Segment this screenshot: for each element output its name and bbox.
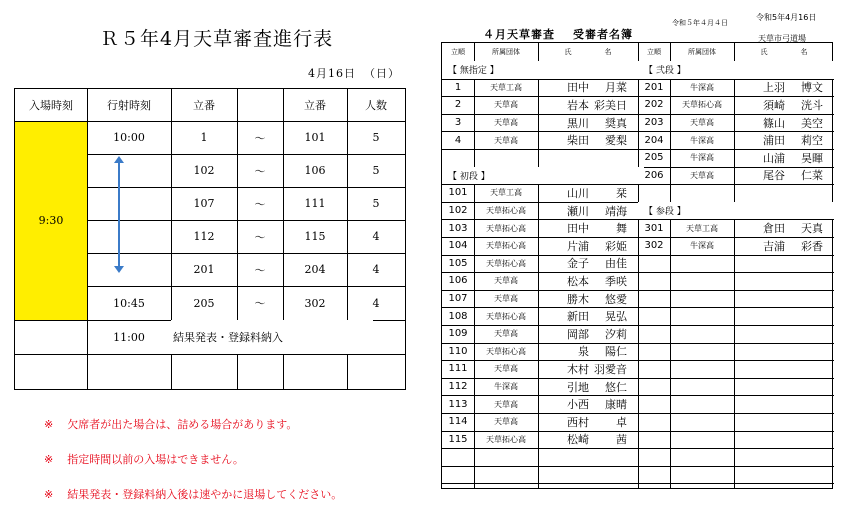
roster-team [670,395,734,413]
roster-given: 美空 [801,116,823,130]
roster-surname: 山浦 [763,151,785,165]
roster-given: 舞 [616,222,627,236]
roster-no [638,325,670,343]
roster-name [538,325,638,343]
final-text: 結果発表・登録料納入 [171,320,373,354]
schedule-from: 107 [193,197,215,210]
roster-name [538,219,638,237]
schedule-sep: ～ [254,230,266,244]
roster-no: 205 [644,152,664,164]
schedule-sep: ～ [254,297,266,310]
roster-given: 栞 [616,186,627,200]
roster-no: 203 [644,117,664,129]
roster-given: 陽仁 [605,345,627,359]
roster-no: 302 [644,240,664,252]
note-mark: ※ [44,453,54,466]
roster-given: 彩香 [801,239,823,253]
schedule-count: 4 [372,263,380,276]
roster-name [734,395,834,413]
roster-team: 天草高 [494,276,518,286]
roster-given: 汐莉 [605,327,627,341]
roster-name [734,255,834,273]
roster-team [670,413,734,431]
roster-header-name-b: 名 [800,48,808,56]
roster-name [538,131,638,149]
schedule-date-weekday: （日） [364,67,400,80]
arrow-head-up [114,156,124,163]
roster-name [734,114,834,132]
roster-team [670,290,734,308]
schedule-to: 101 [304,131,326,144]
roster-team [670,325,734,343]
roster-surname: 浦田 [763,134,785,148]
schedule-header: 行射時刻 [107,99,151,112]
roster-name [734,290,834,308]
roster-header-name-a: 氏 [760,48,768,56]
roster-given: 康晴 [605,398,627,412]
roster-name [538,184,638,202]
roster-name [734,431,834,449]
roster-org: 天草市弓道場 [758,34,806,43]
roster-surname: 松崎 [567,433,589,447]
schedule-header [237,89,283,121]
roster-team [670,307,734,325]
roster-team [670,272,734,290]
roster-surname: 山川 [567,186,589,200]
note-text: 欠席者が出た場合は、詰める場合があります。 [67,418,298,431]
roster-no [638,307,670,325]
roster-name [538,395,638,413]
roster-name [538,96,638,114]
roster-no: 1 [454,81,462,93]
note-line [44,486,342,502]
roster-team: 牛深高 [690,153,714,163]
schedule-to: 302 [304,296,326,310]
schedule-from: 102 [193,164,215,177]
roster-team: 天草工高 [490,188,522,198]
roster-no: 101 [448,187,468,199]
roster-issue-date: 令和５年４月４日 [672,19,728,27]
roster-no: 114 [448,416,468,428]
note-line [44,451,244,467]
roster-team: 天草工高 [686,223,718,233]
arrow-head-down [114,266,124,273]
roster-team: 牛深高 [690,82,714,92]
roster-team: 天草高 [494,329,518,339]
roster-name [538,255,638,273]
roster-surname: 岩本 [567,98,589,112]
roster-no: 206 [644,169,664,181]
roster-no [638,290,670,308]
roster-name [734,272,834,290]
roster-surname: 金子 [567,257,589,271]
schedule-from: 112 [193,230,215,243]
entry-time: 9:30 [38,214,64,227]
roster-name [538,114,638,132]
roster-team [474,149,538,167]
roster-no [442,448,474,466]
schedule-count: 4 [372,296,380,310]
roster-team [670,184,734,202]
roster-team: 天草拓心高 [486,258,526,268]
schedule-to: 106 [304,164,326,177]
roster-surname: 田中 [567,81,589,95]
roster-name [538,413,638,431]
schedule-header: 立番 [304,99,326,112]
roster-team: 天草高 [494,135,518,145]
schedule-time [87,253,171,286]
roster-name [538,360,638,378]
schedule-header: 入場時刻 [29,99,73,112]
roster-name [538,149,638,167]
roster-given: 洸斗 [801,98,823,112]
roster-name [734,184,834,202]
roster-team: 天草高 [690,170,714,180]
roster-given: 茜 [616,433,627,447]
roster-no: 103 [448,222,468,234]
schedule-date [308,65,400,81]
roster-surname: 柴田 [567,134,589,148]
roster-no [638,378,670,396]
roster-no: 105 [448,257,468,269]
roster-no [638,413,670,431]
roster-no [638,360,670,378]
roster-surname: 勝木 [567,292,589,306]
schedule-to: 115 [304,230,326,243]
final-time: 11:00 [113,330,145,344]
roster-team [670,431,734,449]
roster-name [734,413,834,431]
roster-team: 天草高 [494,417,518,427]
roster-no: 2 [454,99,462,111]
roster-no [638,255,670,273]
roster-given: 昊暉 [801,151,823,165]
roster-team: 天草高 [494,364,518,374]
roster-header-no: 立順 [451,48,465,56]
roster-no: 112 [448,381,468,393]
roster-team: 天草高 [494,399,518,409]
schedule-from: 201 [193,263,215,276]
schedule-from: 1 [200,131,208,144]
roster-team: 天草拓心高 [486,223,526,233]
roster-name [734,131,834,149]
roster-given: 由佳 [605,257,627,271]
roster-surname: 松本 [567,274,589,288]
note-mark: ※ [44,488,54,501]
roster-surname: 木村 [567,362,589,376]
roster-team [670,360,734,378]
schedule-time: 10:45 [113,296,145,310]
schedule-count: 5 [372,131,380,144]
roster-team [670,448,734,466]
roster-given: 彩姫 [605,239,627,253]
roster-team: 牛深高 [690,241,714,251]
roster-name [734,237,834,255]
roster-team [670,255,734,273]
roster-no: 201 [644,81,664,93]
roster-name [734,360,834,378]
roster-surname: 西村 [567,415,589,429]
roster-name [734,167,834,185]
roster-team: 天草拓心高 [682,100,722,110]
roster-given: 羽愛音 [594,362,627,376]
roster-surname: 片浦 [567,239,589,253]
roster-team: 天草工高 [490,82,522,92]
note-line [44,416,297,432]
roster-title-sub: 受審者名簿 [573,28,633,41]
schedule-title: Ｒ５年4月天草審査進行表 [100,28,334,50]
roster-name [538,79,638,97]
roster-name [538,272,638,290]
roster-name [538,466,638,484]
roster-header-team: 所属団体 [492,48,520,56]
roster-no: 111 [448,363,468,375]
roster-no [442,149,474,167]
schedule-from: 205 [193,296,215,310]
schedule-date-day: 4月16日 [308,67,356,80]
schedule-header: 立番 [193,99,215,112]
schedule-to: 204 [304,263,326,276]
roster-title [483,26,633,42]
roster-no: 106 [448,275,468,287]
roster-name [734,466,834,484]
roster-table [441,42,833,489]
roster-section: 【 弐段 】 [638,61,840,79]
roster-team [474,448,538,466]
roster-name [734,219,834,237]
roster-title-main: ４月天草審査 [483,28,555,41]
roster-given: 靖海 [605,204,627,218]
roster-no: 202 [644,99,664,111]
roster-name [538,202,638,220]
roster-name [538,307,638,325]
roster-no: 107 [448,293,468,305]
roster-no [442,466,474,484]
roster-given: 博文 [801,81,823,95]
roster-team: 天草高 [690,118,714,128]
roster-no [638,272,670,290]
roster-no: 109 [448,328,468,340]
roster-no: 4 [454,134,462,146]
roster-name [538,290,638,308]
schedule-sep: ～ [254,164,266,178]
roster-no: 204 [644,134,664,146]
schedule-sep: ～ [254,197,266,211]
roster-name [538,378,638,396]
roster-team [670,378,734,396]
roster-header-name-a: 氏 [564,48,572,56]
roster-name [734,343,834,361]
schedule-count: 5 [372,164,380,177]
roster-no [638,395,670,413]
roster-surname: 泉 [578,345,589,359]
roster-team: 天草拓心高 [486,346,526,356]
roster-surname: 黒川 [567,116,589,130]
roster-name [538,237,638,255]
roster-surname: 篠山 [763,116,785,130]
roster-team: 天草拓心高 [486,311,526,321]
roster-team: 牛深高 [690,135,714,145]
roster-given: 悠仁 [605,380,627,394]
roster-section: 【 無指定 】 [442,61,644,79]
roster-surname: 新田 [567,310,589,324]
roster-name [734,448,834,466]
roster-rule [442,483,638,484]
roster-team: 天草高 [494,118,518,128]
roster-no [638,343,670,361]
schedule-sep: ～ [254,131,266,145]
roster-no: 301 [644,222,664,234]
roster-team [474,466,538,484]
roster-name [734,79,834,97]
schedule-sep: ～ [254,263,266,277]
roster-no: 108 [448,310,468,322]
roster-name [538,448,638,466]
roster-name [734,325,834,343]
roster-name [538,431,638,449]
roster-surname: 上羽 [763,81,785,95]
roster-team: 天草高 [494,294,518,304]
schedule-time [87,220,171,253]
roster-no: 113 [448,398,468,410]
roster-given: 晃弘 [605,310,627,324]
roster-team: 牛深高 [494,382,518,392]
roster-surname: 尾谷 [763,169,785,183]
roster-name [734,378,834,396]
roster-team: 天草拓心高 [486,241,526,251]
roster-no: 115 [448,433,468,445]
roster-header-team: 所属団体 [688,48,716,56]
roster-team: 天草高 [494,100,518,110]
roster-surname: 瀬川 [567,204,589,218]
roster-given: 季咲 [605,274,627,288]
roster-name [734,149,834,167]
roster-surname: 岡部 [567,327,589,341]
roster-surname: 須崎 [763,98,785,112]
schedule-header: 人数 [365,99,387,112]
roster-no: 3 [454,117,462,129]
roster-name [538,343,638,361]
roster-given: 卓 [616,415,627,429]
roster-name [734,307,834,325]
roster-team: 天草拓心高 [486,206,526,216]
schedule-time [87,187,171,220]
schedule-time [87,154,171,187]
roster-no: 110 [448,345,468,357]
roster-surname: 田中 [567,222,589,236]
roster-no [638,466,670,484]
roster-given: 愛梨 [605,134,627,148]
roster-surname: 引地 [567,380,589,394]
roster-no: 102 [448,205,468,217]
roster-team: 天草拓心高 [486,434,526,444]
roster-given: 月菜 [605,81,627,95]
schedule-to: 111 [304,197,326,210]
roster-surname: 小西 [567,398,589,412]
roster-no [638,448,670,466]
roster-section: 【 参段 】 [638,202,840,220]
roster-no: 104 [448,240,468,252]
note-mark: ※ [44,418,54,431]
roster-header-name-b: 名 [604,48,612,56]
schedule-table [14,88,406,390]
roster-date: 令和5年4月16日 [756,13,817,22]
roster-header-no: 立順 [647,48,661,56]
continuation-arrow [118,162,120,268]
roster-given: 天真 [801,222,823,236]
schedule-time: 10:00 [113,131,145,144]
roster-no [638,184,670,202]
roster-section: 【 初段 】 [442,167,644,185]
roster-team [670,343,734,361]
roster-name [734,96,834,114]
roster-surname: 倉田 [763,222,785,236]
roster-given: 奨真 [605,116,627,130]
schedule-count: 5 [372,197,380,210]
roster-team [670,466,734,484]
roster-given: 悠愛 [605,292,627,306]
roster-no [638,431,670,449]
roster-given: 莉空 [801,134,823,148]
note-text: 指定時間以前の入場はできません。 [67,453,244,466]
schedule-count: 4 [372,230,380,243]
roster-given: 彩美日 [594,98,627,112]
note-text: 結果発表・登録料納入後は速やかに退場してください。 [67,488,343,501]
roster-surname: 吉浦 [763,239,785,253]
roster-given: 仁菜 [801,169,823,183]
roster-rule [638,483,834,484]
